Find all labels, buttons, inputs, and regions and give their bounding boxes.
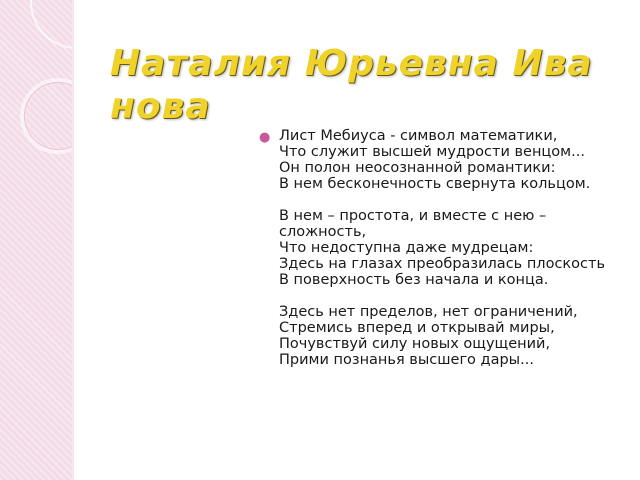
poem-text	[279, 128, 632, 368]
poem-line: Он полон неосознанной романтики:	[279, 160, 556, 176]
poem-line: В нем бесконечность свернута кольцом.	[279, 176, 591, 192]
poem-line: Лист Мебиуса - символ математики,	[279, 128, 558, 144]
poem-line: Что недоступна даже мудрецам:	[279, 240, 534, 256]
poem-line: Здесь нет пределов, нет ограничений,	[279, 304, 578, 320]
ring-decoration-top	[30, 0, 74, 49]
panel-divider	[72, 0, 74, 480]
poem-stanza-1	[279, 128, 632, 192]
bullet-icon: ●	[259, 130, 271, 145]
poem-line: Что служит высшей мудрости венцом...	[279, 144, 585, 160]
slide-title: Наталия Юрьевна Ива нова	[110, 43, 593, 127]
poem-line: Здесь на глазах преобразилась плоскость	[279, 256, 606, 272]
poem-line: Прими познанья высшего дары...	[279, 352, 534, 368]
poem-line: В нем – простота, и вместе с нею – сложность,	[279, 208, 547, 240]
poem-stanza-2	[279, 208, 632, 288]
poem-line: В поверхность без начала и конца.	[279, 272, 549, 288]
poem-stanza-3	[279, 304, 632, 368]
poem-line: Стремись вперед и открывай миры,	[279, 320, 555, 336]
decorative-side-panel	[0, 0, 74, 480]
poem-line: Почувствуй силу новых ощущений,	[279, 336, 551, 352]
slide-content	[259, 128, 632, 384]
